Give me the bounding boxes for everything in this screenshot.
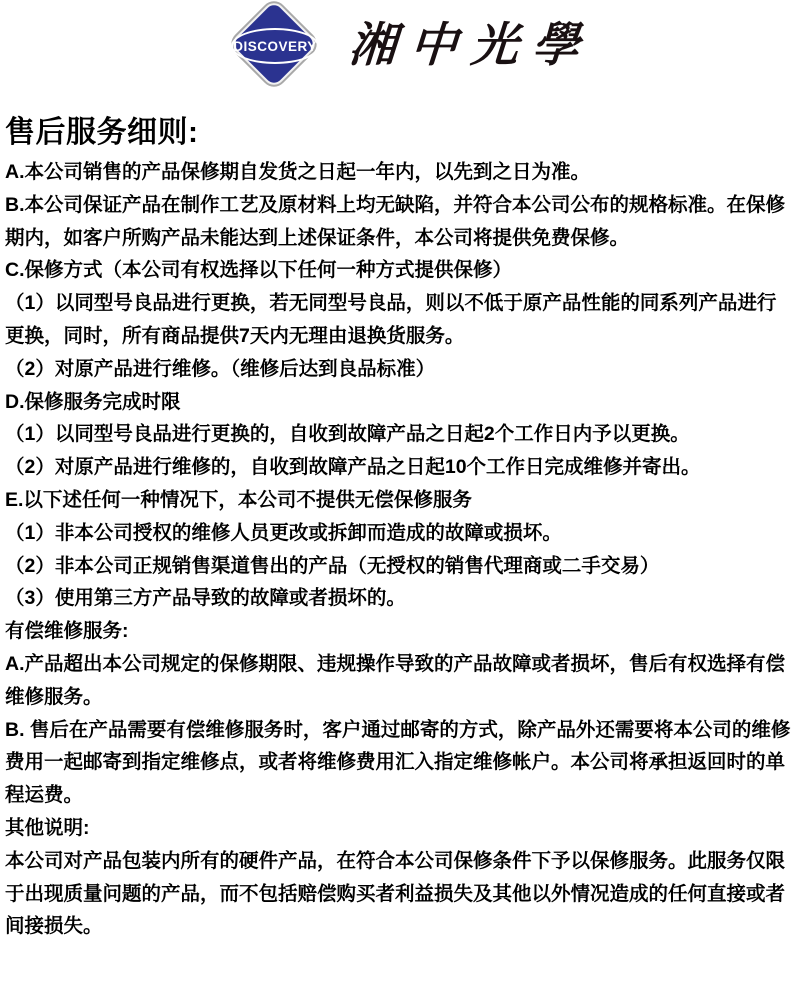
logo-ellipse-border	[231, 28, 319, 64]
policy-paragraph: A.本公司销售的产品保修期自发货之日起一年内，以先到之日为准。	[5, 161, 591, 183]
policy-paragraph: 有偿维修服务:	[5, 620, 129, 643]
policy-paragraph: A.产品超出本公司规定的保修期限、违规操作导致的产品故障或者损坏，售后有权选择有偿维修服务。	[5, 652, 786, 708]
policy-paragraph: B.本公司保证产品在制作工艺及原材料上均无缺陷，并符合本公司公布的规格标准。在保修期内，如客户所购产品未能达到上述保证条件，本公司将提供免费保修。	[5, 193, 786, 249]
policy-paragraph: （1）非本公司授权的维修人员更改或拆卸而造成的故障或损坏。	[5, 521, 562, 544]
policy-paragraph: D.保修服务完成时限	[5, 390, 181, 413]
discovery-logo	[225, 1, 327, 91]
policy-document	[0, 92, 800, 943]
brand-header	[0, 0, 800, 92]
policy-paragraph: （1）以同型号良品进行更换的，自收到故障产品之日起2个工作日内予以更换。	[5, 423, 690, 446]
company-name-calligraphy: 湘中光學	[347, 18, 595, 73]
policy-paragraph: C.保修方式（本公司有权选择以下任何一种方式提供保修）	[5, 259, 513, 282]
policy-paragraph: （2）对原产品进行维修的，自收到故障产品之日起10个工作日完成维修并寄出。	[5, 456, 701, 479]
policy-paragraph: 其他说明:	[5, 816, 90, 839]
page-title: 售后服务细则:	[5, 116, 199, 149]
policy-paragraph: （1）以同型号良品进行更换，若无同型号良品，则以不低于原产品性能的同系列产品进行更换，同时，所有商品提供7天内无理由退换货服务。	[5, 292, 777, 347]
policy-paragraph: （2）非本公司正规销售渠道售出的产品（无授权的销售代理商或二手交易）	[5, 554, 660, 577]
policy-paragraph: 本公司对产品包装内所有的硬件产品，在符合本公司保修条件下予以保修服务。此服务仅限于出现质量问题的产品，而不包括赔偿购买者利益损失及其他以外情况造成的任何直接或者间接损失。	[5, 849, 786, 938]
policy-paragraph: （2）对原产品进行维修。（维修后达到良品标准）	[5, 357, 436, 380]
policy-paragraph: B. 售后在产品需要有偿维修服务时，客户通过邮寄的方式，除产品外还需要将本公司的维修费用一起邮寄到指定维修点，或者将维修费用汇入指定维修帐户。本公司将承担返回时的单程运费。	[5, 718, 791, 807]
policy-text	[5, 156, 795, 943]
policy-paragraph: E.以下述任何一种情况下，本公司不提供无偿保修服务	[5, 488, 472, 511]
logo-text: DISCOVERY	[233, 38, 317, 54]
policy-paragraph: （3）使用第三方产品导致的故障或者损坏的。	[5, 587, 406, 610]
